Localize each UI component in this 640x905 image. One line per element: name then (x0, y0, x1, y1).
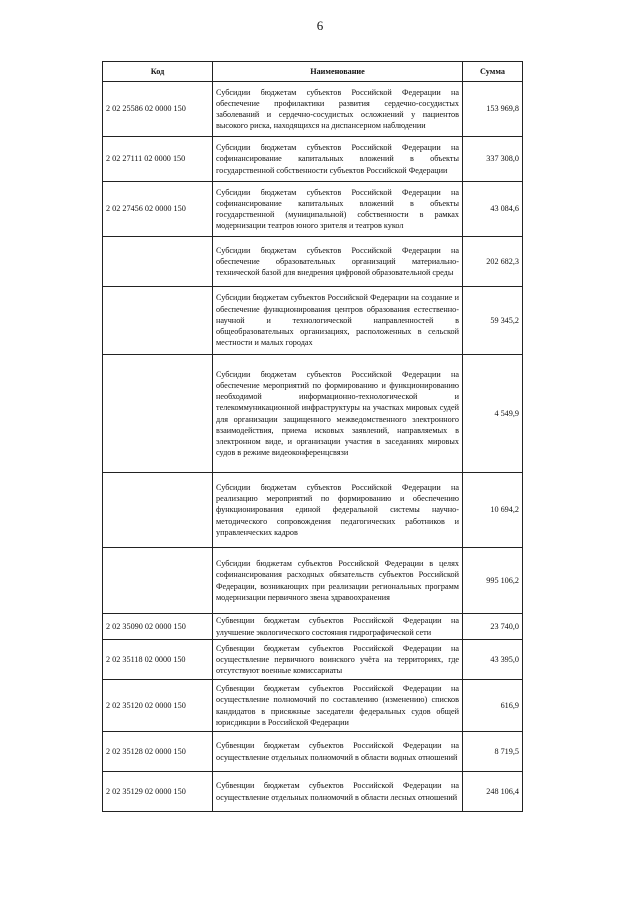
row-sum: 995 106,2 (463, 548, 523, 614)
row-code: 2 02 35128 02 0000 150 (103, 732, 213, 772)
row-code: 2 02 35120 02 0000 150 (103, 680, 213, 732)
row-name: Субвенции бюджетам субъектов Российской Федерации на улучшение экологического состояния гидрографической сети (213, 614, 463, 640)
table-row (103, 473, 523, 548)
header-name: Наименование (213, 62, 463, 82)
row-code: 2 02 27456 02 0000 150 (103, 182, 213, 237)
row-sum: 59 345,2 (463, 287, 523, 355)
row-name: Субсидии бюджетам субъектов Российской Федерации на обеспечение профилактики развития сердечно-сосудистых заболеваний и сердечно-сосудистых осложнений у пациентов высокого риска, находящихся на диспансерном наблюдении (213, 82, 463, 137)
row-code (103, 548, 213, 614)
row-sum: 248 106,4 (463, 772, 523, 812)
row-code: 2 02 27111 02 0000 150 (103, 137, 213, 182)
row-code (103, 355, 213, 473)
row-sum: 153 969,8 (463, 82, 523, 137)
row-name: Субсидии бюджетам субъектов Российской Федерации на создание и обеспечение функционирования центров образования естественно-научной и технологической направленностей в общеобразовательных организациях, расположенных в сельской местности и малых городах (213, 287, 463, 355)
row-sum: 23 740,0 (463, 614, 523, 640)
row-name: Субвенции бюджетам субъектов Российской Федерации на осуществление отдельных полномочий в области водных отношений (213, 732, 463, 772)
row-name: Субсидии бюджетам субъектов Российской Федерации на обеспечение образовательных организаций материально-технической базой для внедрения цифровой образовательной среды (213, 237, 463, 287)
row-sum: 10 694,2 (463, 473, 523, 548)
row-sum: 616,9 (463, 680, 523, 732)
row-sum: 202 682,3 (463, 237, 523, 287)
row-code: 2 02 35129 02 0000 150 (103, 772, 213, 812)
row-code (103, 287, 213, 355)
table-header-row (103, 62, 523, 82)
row-sum: 43 395,0 (463, 640, 523, 680)
row-name: Субсидии бюджетам субъектов Российской Федерации на обеспечение мероприятий по формированию и функционированию необходимой информационно-технологической и телекоммуникационной инфраструктуры на участках мировых судей для организации защищенного межведомственного электронного взаимодействия, приема исковых заявлений, направляемых в электронном виде, и организации участия в заседаниях мировых судов в режиме видеоконференцсвязи (213, 355, 463, 473)
header-code: Код (103, 62, 213, 82)
row-sum: 4 549,9 (463, 355, 523, 473)
page-number: 6 (316, 18, 324, 33)
row-code (103, 237, 213, 287)
table-row (103, 82, 523, 137)
row-name: Субвенции бюджетам субъектов Российской Федерации на осуществление первичного воинского учёта на территориях, где отсутствуют военные комиссариаты (213, 640, 463, 680)
table-row (103, 640, 523, 680)
row-sum: 43 084,6 (463, 182, 523, 237)
row-name: Субвенции бюджетам субъектов Российской Федерации на осуществление полномочий по составлению (изменению) списков кандидатов в присяжные заседатели федеральных судов общей юрисдикции в Российской Федерации (213, 680, 463, 732)
table-row (103, 287, 523, 355)
table-row (103, 772, 523, 812)
budget-table (102, 61, 523, 812)
row-name: Субсидии бюджетам субъектов Российской Федерации в целях софинансирования расходных обязательств субъектов Российской Федерации, возникающих при реализации региональных программ модернизации первичного звена здравоохранения (213, 548, 463, 614)
table-row (103, 732, 523, 772)
row-name: Субсидии бюджетам субъектов Российской Федерации на реализацию мероприятий по формированию и обеспечению функционирования единой федеральной системы научно-методического сопровождения педагогических работников и управленческих кадров (213, 473, 463, 548)
row-code: 2 02 35118 02 0000 150 (103, 640, 213, 680)
row-name: Субвенции бюджетам субъектов Российской Федерации на осуществление отдельных полномочий в области лесных отношений (213, 772, 463, 812)
row-sum: 8 719,5 (463, 732, 523, 772)
table-row (103, 614, 523, 640)
table-row (103, 548, 523, 614)
table-row (103, 137, 523, 182)
table-row (103, 680, 523, 732)
row-code: 2 02 25586 02 0000 150 (103, 82, 213, 137)
row-sum: 337 308,0 (463, 137, 523, 182)
table-row (103, 182, 523, 237)
header-sum: Сумма (463, 62, 523, 82)
row-code (103, 473, 213, 548)
row-name: Субсидии бюджетам субъектов Российской Федерации на софинансирование капитальных вложений в объекты государственной (муниципальной) собственности в рамках модернизации театров юного зрителя и театров кукол (213, 182, 463, 237)
row-code: 2 02 35090 02 0000 150 (103, 614, 213, 640)
table-row (103, 237, 523, 287)
row-name: Субсидии бюджетам субъектов Российской Федерации на софинансирование капитальных вложений в объекты государственной собственности субъектов Российской Федерации (213, 137, 463, 182)
table-row (103, 355, 523, 473)
